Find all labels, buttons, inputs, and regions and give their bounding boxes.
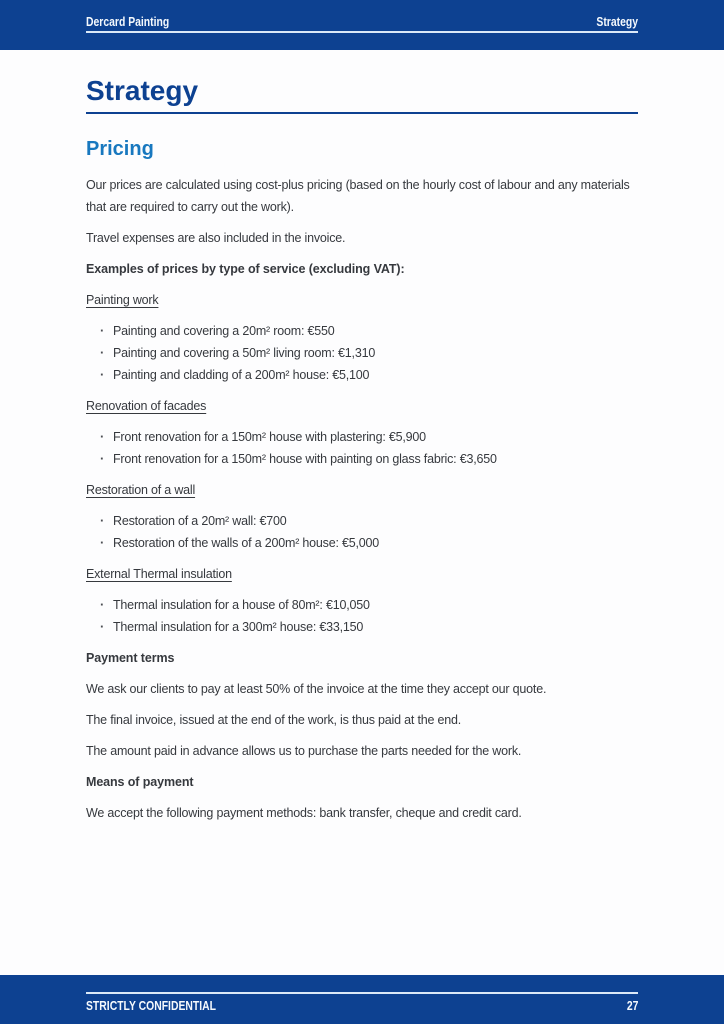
payment-terms-heading: Payment terms <box>86 651 175 665</box>
examples-label: Examples of prices by type of service (excluding VAT): <box>86 262 405 276</box>
bullet-icon: · <box>100 429 105 444</box>
service-group-heading-painting-work: Painting work <box>86 293 159 307</box>
page-header-rule <box>86 0 638 33</box>
price-list-external-thermal-insulation <box>86 594 638 638</box>
list-item-text: Painting and covering a 20m² room: €550 <box>113 324 335 338</box>
header-chapter-name: Strategy <box>596 14 638 29</box>
page-title: Strategy <box>86 76 638 114</box>
list-item <box>100 320 638 342</box>
list-item-text: Thermal insulation for a 300m² house: €33,150 <box>113 620 364 634</box>
page-footer-rule <box>86 992 638 1013</box>
price-list-painting-work <box>86 320 638 386</box>
bullet-icon: · <box>100 367 105 382</box>
bullet-icon: · <box>100 597 105 612</box>
bullet-icon: · <box>100 323 105 338</box>
list-item-text: Restoration of a 20m² wall: €700 <box>113 514 287 528</box>
list-item-text: Painting and covering a 50m² living room: €1,310 <box>113 346 376 360</box>
confidentiality-label: STRICTLY CONFIDENTIAL <box>86 998 217 1013</box>
list-item <box>100 510 638 532</box>
bullet-icon: · <box>100 345 105 360</box>
list-item-text: Front renovation for a 150m² house with painting on glass fabric: €3,650 <box>113 452 497 466</box>
bullet-icon: · <box>100 619 105 634</box>
list-item <box>100 364 638 386</box>
price-list-restoration-of-a-wall <box>86 510 638 554</box>
list-item <box>100 342 638 364</box>
bullet-icon: · <box>100 513 105 528</box>
list-item <box>100 426 638 448</box>
page-footer <box>0 975 724 1024</box>
payment-terms-paragraph: The amount paid in advance allows us to purchase the parts needed for the work. <box>86 744 522 758</box>
payment-terms-paragraph: We ask our clients to pay at least 50% of the invoice at the time they accept our quote. <box>86 682 547 696</box>
header-company-name: Dercard Painting <box>86 14 170 29</box>
page-header <box>0 0 724 50</box>
section-heading-pricing: Pricing <box>86 138 154 160</box>
means-of-payment-heading: Means of payment <box>86 775 194 789</box>
means-of-payment-paragraph: We accept the following payment methods: bank transfer, cheque and credit card. <box>86 806 522 820</box>
price-list-renovation-of-facades <box>86 426 638 470</box>
list-item-text: Front renovation for a 150m² house with plastering: €5,900 <box>113 430 426 444</box>
list-item-text: Painting and cladding of a 200m² house: €5,100 <box>113 368 370 382</box>
service-group-heading-restoration-of-a-wall: Restoration of a wall <box>86 483 196 497</box>
service-group-heading-external-thermal-insulation: External Thermal insulation <box>86 567 232 581</box>
service-group-heading-renovation-of-facades: Renovation of facades <box>86 399 207 413</box>
list-item-text: Thermal insulation for a house of 80m²: €10,050 <box>113 598 370 612</box>
bullet-icon: · <box>100 451 105 466</box>
list-item <box>100 594 638 616</box>
pricing-intro-paragraph: Our prices are calculated using cost-plus pricing (based on the hourly cost of labour and any materials that are required to carry out the work). <box>86 178 630 214</box>
page-number: 27 <box>626 998 638 1013</box>
list-item <box>100 532 638 554</box>
list-item <box>100 616 638 638</box>
list-item <box>100 448 638 470</box>
pricing-intro-paragraph: Travel expenses are also included in the invoice. <box>86 231 346 245</box>
document-body <box>0 76 724 824</box>
bullet-icon: · <box>100 535 105 550</box>
payment-terms-paragraph: The final invoice, issued at the end of the work, is thus paid at the end. <box>86 713 462 727</box>
list-item-text: Restoration of the walls of a 200m² house: €5,000 <box>113 536 380 550</box>
